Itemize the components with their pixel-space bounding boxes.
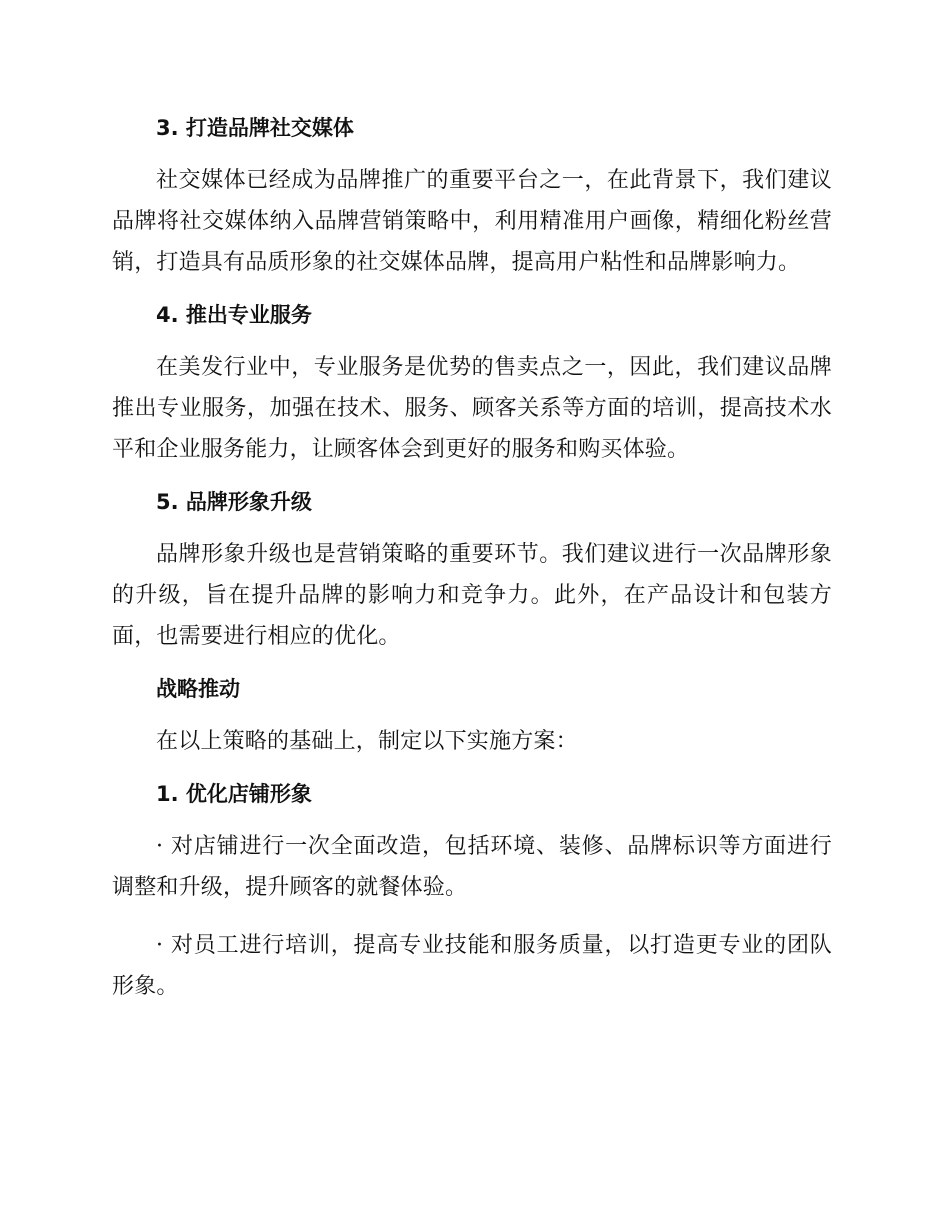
section-heading-strategy: 战略推动 bbox=[156, 677, 240, 701]
section-heading-brand-image: 5. 品牌形象升级 bbox=[156, 490, 312, 514]
section-heading-professional-service: 4. 推出专业服务 bbox=[156, 303, 312, 327]
section-paragraph-social-media: 社交媒体已经成为品牌推广的重要平台之一，在此背景下，我们建议品牌将社交媒体纳入品牌营销策略中，利用精准用户画像，精细化粉丝营销，打造具有品质形象的社交媒体品牌，提高用户粘性和品牌影响力。 bbox=[112, 168, 832, 275]
section-paragraph-brand-image: 品牌形象升级也是营销策略的重要环节。我们建议进行一次品牌形象的升级，旨在提升品牌的影响力和竞争力。此外，在产品设计和包装方面，也需要进行相应的优化。 bbox=[112, 542, 832, 649]
strategy-intro: 在以上策略的基础上，制定以下实施方案： bbox=[156, 729, 578, 754]
section-paragraph-professional-service: 在美发行业中，专业服务是优势的售卖点之一，因此，我们建议品牌推出专业服务，加强在技术、服务、顾客关系等方面的培训，提高技术水平和企业服务能力，让顾客体会到更好的服务和购买体验。 bbox=[112, 355, 832, 462]
section-heading-social-media: 3. 打造品牌社交媒体 bbox=[156, 116, 354, 140]
plan-bullet-store-renovation: · 对店铺进行一次全面改造，包括环境、装修、品牌标识等方面进行调整和升级，提升顾客的就餐体验。 bbox=[112, 834, 832, 900]
plan-bullet-staff-training: · 对员工进行培训，提高专业技能和服务质量，以打造更专业的团队形象。 bbox=[112, 933, 832, 999]
plan-heading-store-image: 1. 优化店铺形象 bbox=[156, 782, 312, 806]
document-page bbox=[112, 110, 832, 1024]
